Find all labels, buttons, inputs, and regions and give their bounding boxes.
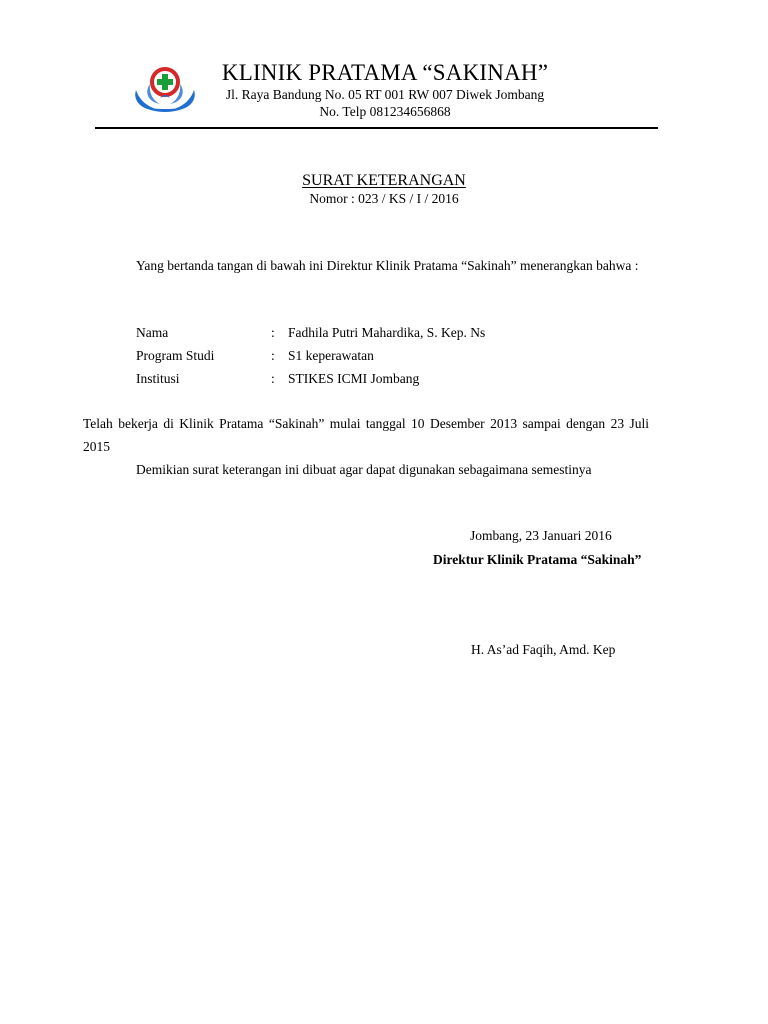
phone-line: No. Telp 081234656868	[319, 104, 451, 119]
field-label: Institusi	[136, 371, 180, 386]
clinic-logo-icon	[130, 62, 200, 116]
field-colon: :	[271, 371, 275, 386]
field-label: Nama	[136, 325, 169, 340]
field-value: S1 keperawatan	[288, 348, 374, 363]
field-row-institusi	[136, 368, 656, 390]
statement-paragraph: Telah bekerja di Klinik Pratama “Sakinah” mulai tanggal 10 Desember 2013 sampai dengan 23 Juli 2015	[83, 416, 649, 454]
signer-name: H. As’ad Faqih, Amd. Kep	[471, 642, 616, 657]
document-title-text: SURAT KETERANGAN	[302, 172, 466, 189]
field-row-program-studi	[136, 345, 656, 367]
field-colon: :	[271, 348, 275, 363]
signer-title: Direktur Klinik Pratama “Sakinah”	[433, 552, 642, 567]
place-date: Jombang, 23 Januari 2016	[470, 528, 612, 543]
header-divider	[95, 127, 658, 129]
clinic-address	[200, 86, 570, 120]
field-value: Fadhila Putri Mahardika, S. Kep. Ns	[288, 325, 486, 340]
document-title	[0, 172, 768, 190]
closing-paragraph: Demikian surat keterangan ini dibuat agar dapat digunakan sebagaimana semestinya	[136, 462, 592, 477]
field-label: Program Studi	[136, 348, 215, 363]
field-colon: :	[271, 325, 275, 340]
field-row-nama	[136, 322, 656, 344]
document-number: Nomor : 023 / KS / I / 2016	[309, 191, 459, 206]
address-line: Jl. Raya Bandung No. 05 RT 001 RW 007 Diwek Jombang	[225, 87, 545, 102]
clinic-name: KLINIK PRATAMA “SAKINAH”	[221, 60, 549, 85]
intro-paragraph: Yang bertanda tangan di bawah ini Direktur Klinik Pratama “Sakinah” menerangkan bahwa :	[136, 258, 639, 273]
field-value: STIKES ICMI Jombang	[288, 371, 420, 386]
